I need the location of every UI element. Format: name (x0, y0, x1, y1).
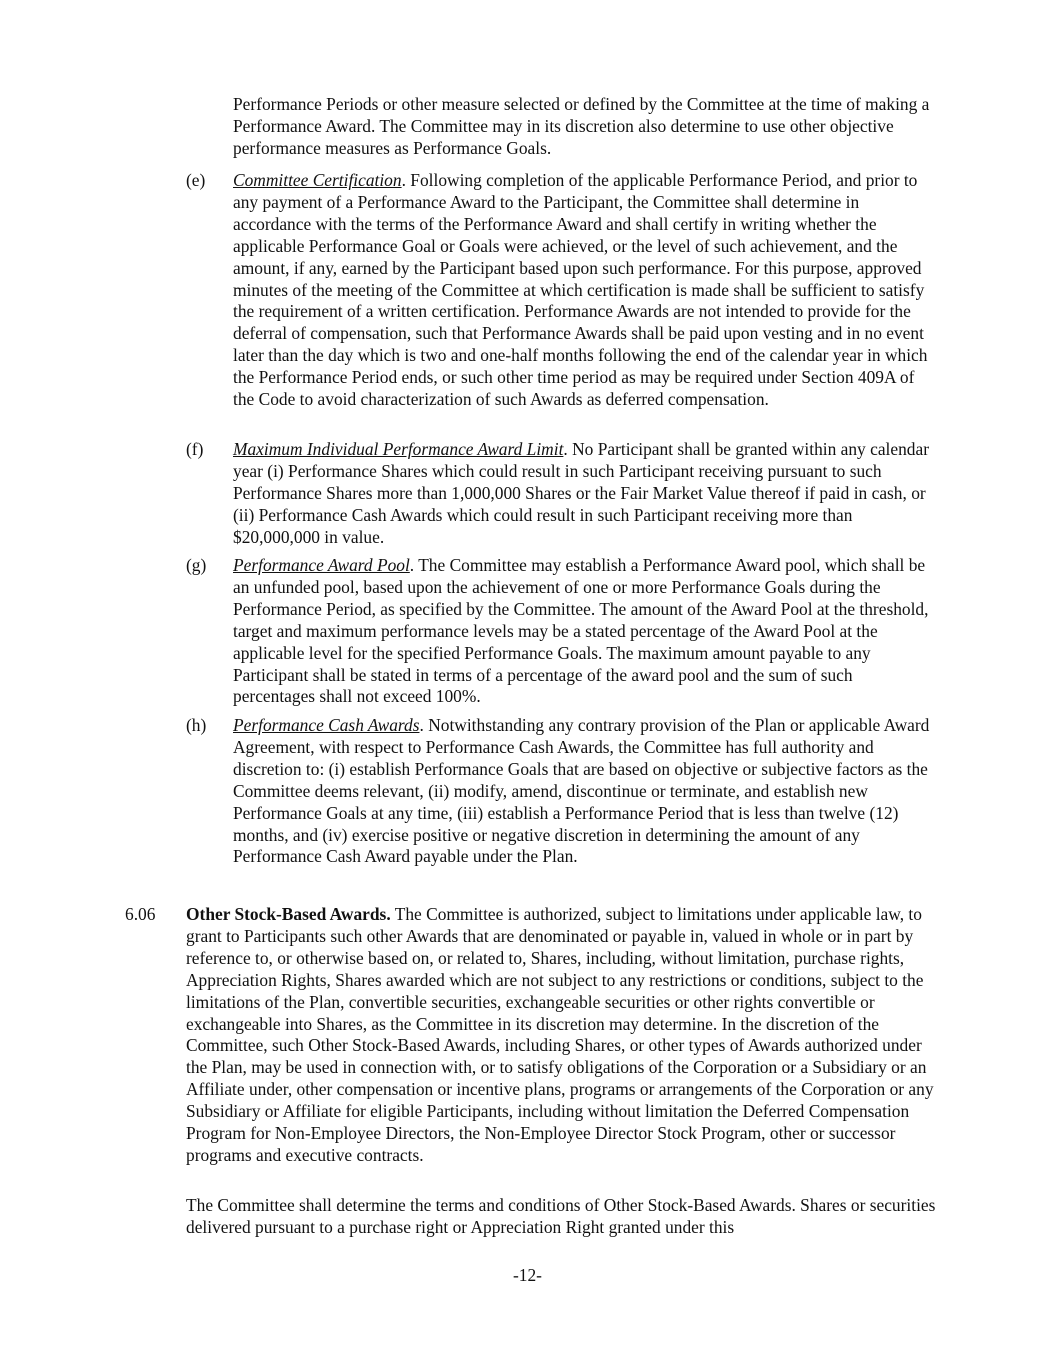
subsection-text: No Participant shall be granted within any calendar year (i) Performance Shares which could result in such Participant receiving pursuant to such Performance Shares more than 1,000,000 Shares or the Fair Market Value thereof if paid in cash, or (ii) Performance Cash Awards which could result in such Participant receiving more than $20,000,000 in value. (233, 439, 929, 547)
continuation-paragraph: Performance Periods or other measure selected or defined by the Committee at the time of making a Performance Award. The Committee may in its discretion also determine to use other objective performance measures as Performance Goals. (233, 94, 930, 158)
subsection-period: . (563, 439, 568, 459)
subsection-f (186, 439, 936, 549)
subsection-h (186, 715, 936, 868)
subsection-g (186, 555, 936, 708)
section-text: The Committee is authorized, subject to limitations under applicable law, to grant to Participants such other Awards that are denominated or payable in, valued in whole or in part by reference to, or otherwise based on, or related to, Shares, including, without limitation, purchase rights, Appreciation Rights, Shares awarded which are not subject to any restrictions or conditions, subject to the limitations of the Plan, convertible securities, exchangeable securities or other rights convertible or exchangeable into Shares, as the Committee in its discretion may determine. In the discretion of the Committee, such Other Stock-Based Awards, including Shares, or other types of Awards authorized under the Plan, may be used in connection with, or to satisfy obligations of the Corporation or a Subsidiary or an Affiliate under, other compensation or incentive plans, programs or arrangements of the Corporation or any Subsidiary or Affiliate for eligible Participants, including without limitation the Deferred Compensation Program for Non-Employee Directors, the Non-Employee Director Stock Program, other or successor programs and executive contracts. (186, 904, 934, 1165)
subsection-period: . (409, 555, 415, 575)
subsection-heading: Performance Cash Awards (233, 715, 420, 735)
subsection-period: . (419, 715, 424, 735)
subsection-heading: Committee Certification (233, 170, 402, 190)
subsection-text: Following completion of the applicable Performance Period, and prior to any payment of a Performance Award to the Participant, the Committee shall determine in accordance with the terms of the Performance Award and shall certify in writing whether the applicable Performance Goal or Goals were achieved, or the level of such achievement, and the amount, if any, earned by the Participant based upon such performance. For this purpose, approved minutes of the meeting of the Committee at which certification is made shall be sufficient to satisfy the requirement of a written certification. Performance Awards are not intended to provide for the deferral of compensation, such that Performance Awards shall be paid upon vesting and in no event later than the day which is two and one-half months following the end of the calendar year in which the Performance Period ends, or such other time period as may be required under Section 409A of the Code to avoid characterization of such Awards as deferred compensation. (233, 170, 928, 410)
page-number: -12- (513, 1265, 542, 1285)
subsection-body (233, 555, 933, 708)
subsection-heading: Performance Award Pool (233, 555, 410, 575)
subsection-body (233, 170, 933, 411)
subsection-letter: (g) (186, 555, 207, 575)
subsection-body (233, 715, 933, 868)
subsection-letter: (h) (186, 715, 207, 735)
subsection-text: Notwithstanding any contrary provision of the Plan or applicable Award Agreement, with respect to Performance Cash Awards, the Committee has full authority and discretion to: (i) establish Performance Goals that are based on objective or subjective factors as the Committee deems relevant, (ii) modify, amend, discontinue or terminate, and establish new Performance Goals at any time, (iii) establish a Performance Period that is less than twelve (12) months, and (iv) exercise positive or negative discretion in determining the amount of any Performance Cash Award payable under the Plan. (233, 715, 930, 867)
subsection-letter: (f) (186, 439, 204, 459)
subsection-period: . (401, 170, 406, 190)
subsection-letter: (e) (186, 170, 206, 190)
subsection-body (233, 439, 933, 549)
section-body (186, 904, 935, 1167)
subsection-heading: Maximum Individual Performance Award Limit (233, 439, 564, 459)
section-paragraph-2: The Committee shall determine the terms and conditions of Other Stock-Based Awards. Shares or securities delivered pursuant to a purchase right or Appreciation Right granted under this (186, 1195, 936, 1237)
subsection-text: The Committee may establish a Performance Award pool, which shall be an unfunded pool, based upon the achievement of one or more Performance Goals during the Performance Period, as specified by the Committee. The amount of the Award Pool at the threshold, target and maximum performance levels may be a stated percentage of the Award Pool at the applicable level for the specified Performance Goals. The maximum amount payable to any Participant shall be stated in terms of a percentage of the award pool and the sum of such percentages shall not exceed 100%. (233, 555, 929, 707)
section-number: 6.06 (125, 904, 156, 924)
section-6-06 (125, 904, 935, 1167)
section-title: Other Stock-Based Awards. (186, 904, 391, 924)
subsection-e (186, 170, 936, 411)
